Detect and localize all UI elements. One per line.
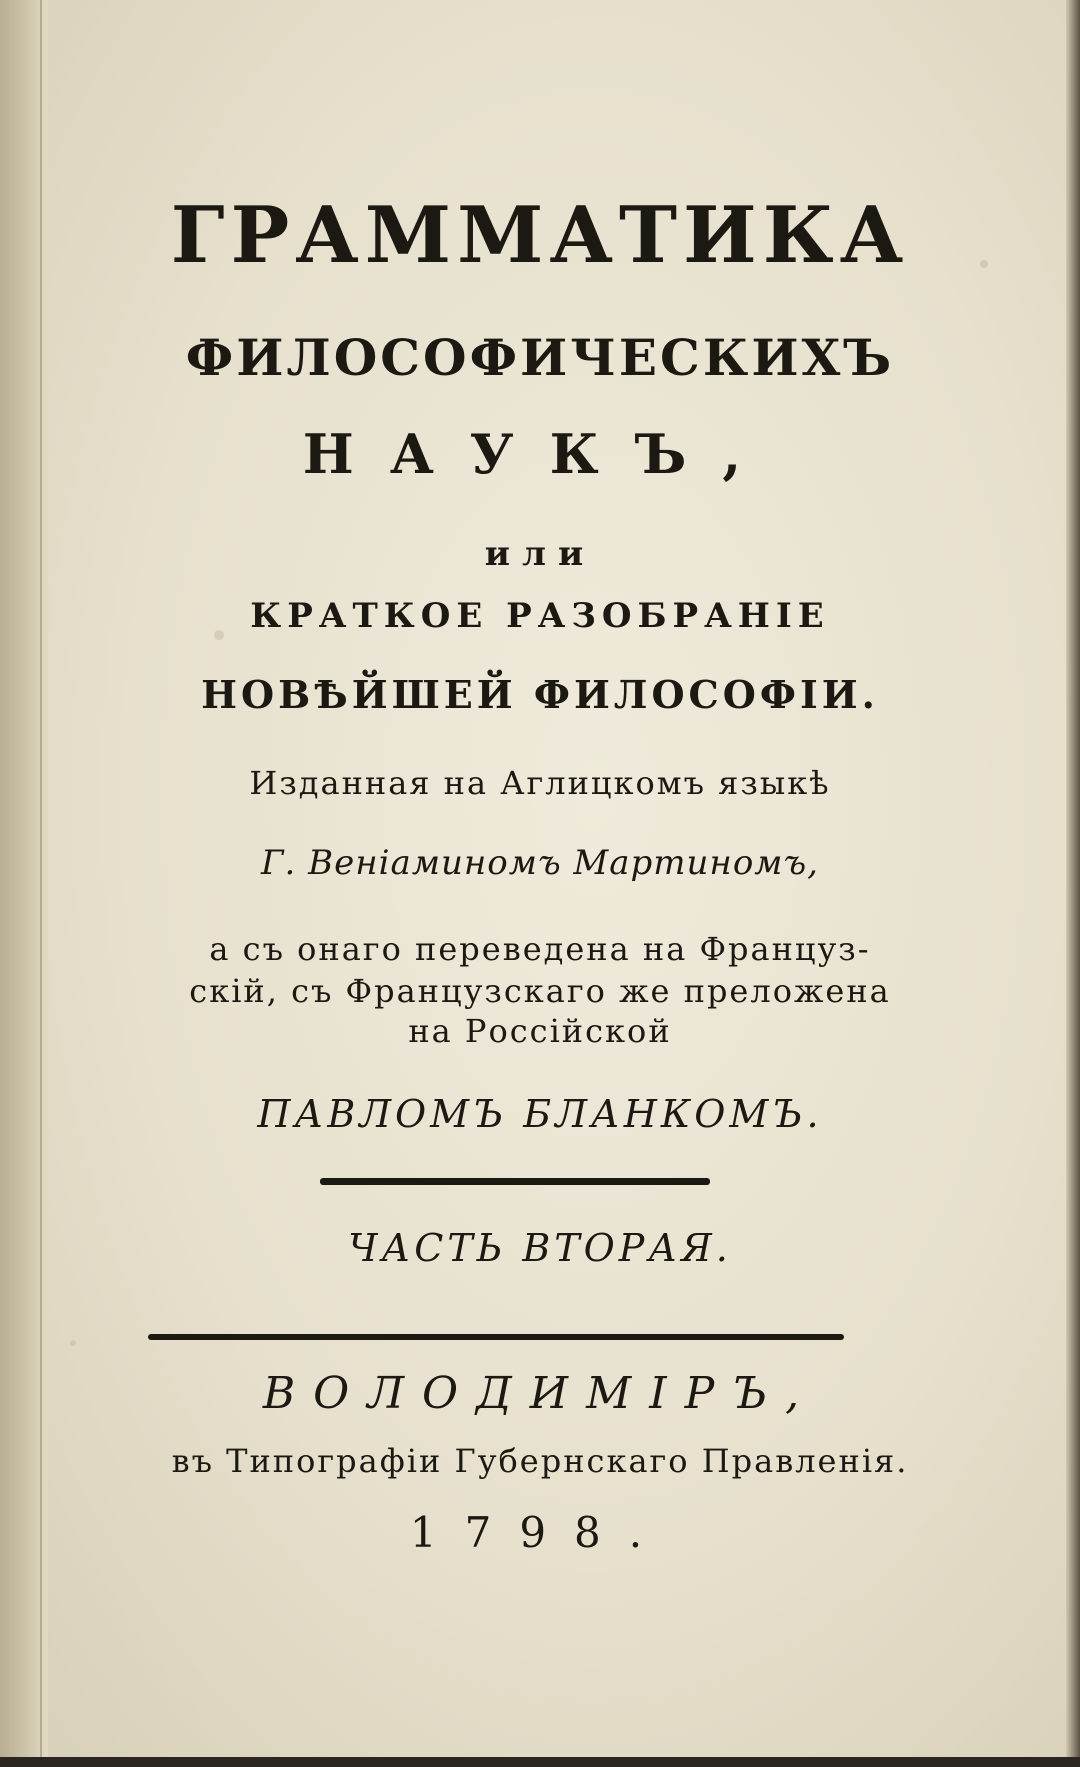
subtitle-line-2: НОВѢЙШЕЙ ФИЛОСОФІИ.: [201, 672, 879, 717]
translation-note-1: а съ онаго переведена на Француз-: [209, 930, 871, 968]
divider-rule: [148, 1334, 844, 1340]
title-conjunction: или: [484, 534, 596, 574]
title-line-2: ФИЛОСОФИЧЕСКИХЪ: [185, 328, 895, 387]
paper-spot: [70, 1340, 76, 1346]
title-line-3: НАУКЪ,: [302, 422, 778, 486]
publication-note: Изданная на Аглицкомъ языкѣ: [249, 764, 831, 802]
translation-note-2: скій, съ Французскаго же преложена: [189, 972, 891, 1010]
divider-rule: [320, 1178, 710, 1185]
imprint-city: ВОЛОДИМІРЪ,: [262, 1368, 818, 1419]
translator-name: ПАВЛОМЪ БЛАНКОМЪ.: [257, 1092, 823, 1136]
subtitle-line-1: КРАТКОЕ РАЗОБРАНІЕ: [250, 596, 830, 636]
imprint-year: 1798.: [409, 1508, 671, 1557]
volume-label: ЧАСТЬ ВТОРАЯ.: [348, 1226, 732, 1270]
main-title: ГРАММАТИКА: [170, 190, 910, 281]
imprint-printer: въ Типографіи Губернскаго Правленія.: [171, 1442, 909, 1480]
author-name: Г. Веніаминомъ Мартиномъ,: [261, 843, 819, 883]
translation-note-3: на Россійской: [408, 1012, 672, 1050]
page-bottom-edge: [0, 1757, 1080, 1767]
